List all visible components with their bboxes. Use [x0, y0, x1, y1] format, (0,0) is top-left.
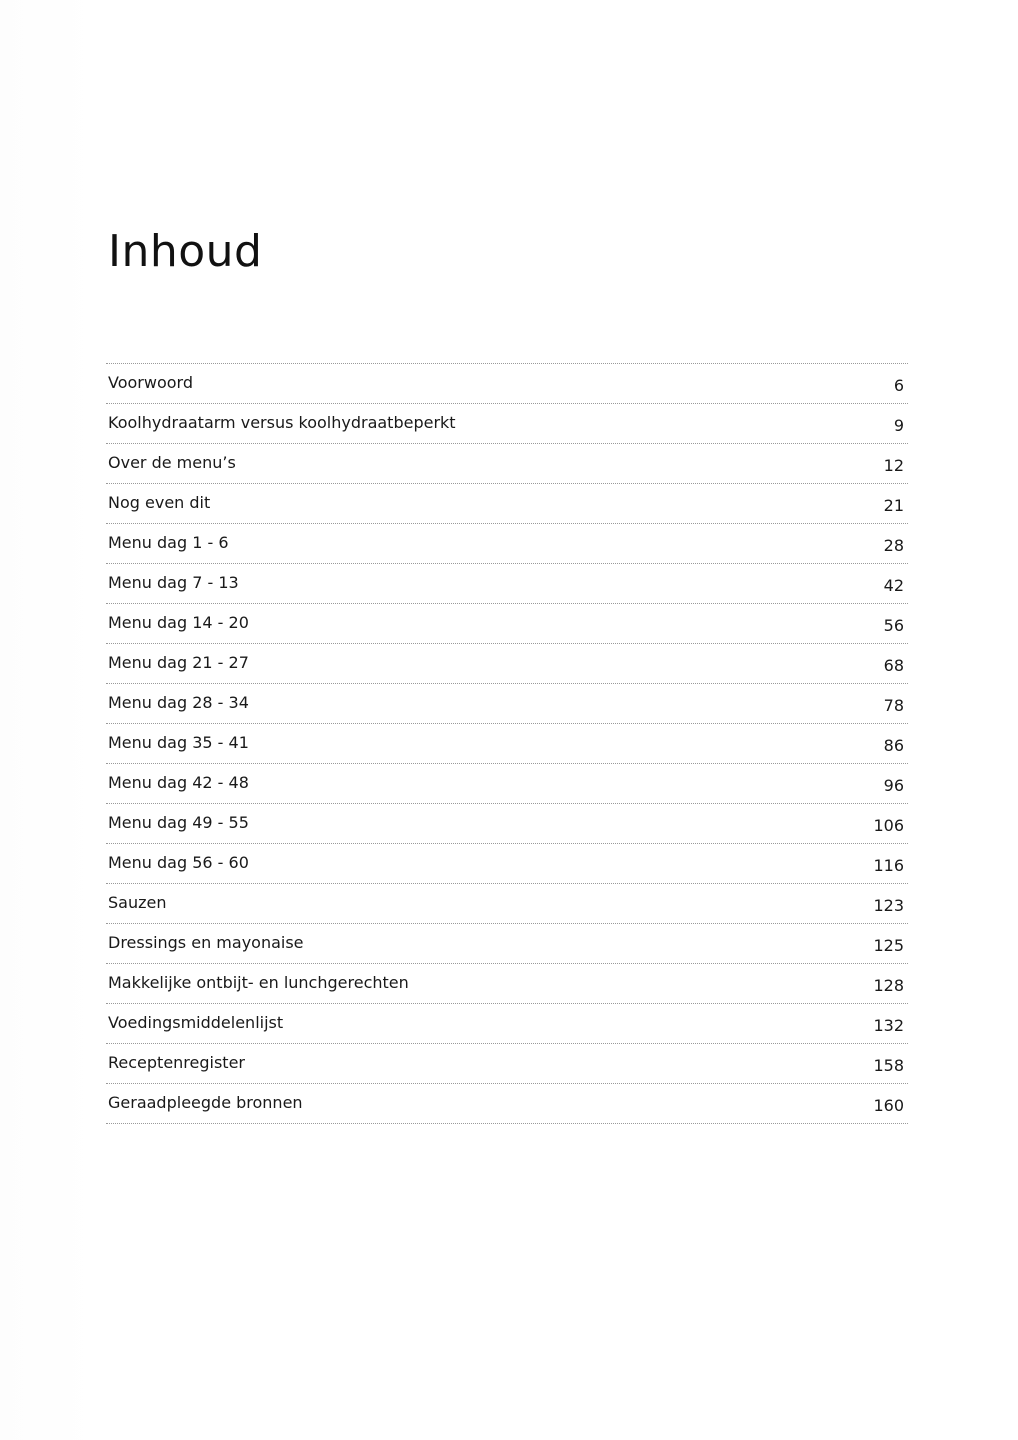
toc-entry-label: Nog even dit	[108, 493, 211, 512]
toc-entry-page: 56	[883, 616, 904, 635]
toc-entry-label: Menu dag 35 - 41	[108, 733, 249, 752]
page-edge-shadow	[0, 0, 96, 1440]
page-title: Inhoud	[108, 226, 263, 277]
toc-entry[interactable]	[106, 724, 908, 764]
toc-entry-page: 116	[873, 856, 904, 875]
toc-entry[interactable]	[106, 604, 908, 644]
toc-entry-page: 6	[893, 376, 904, 395]
toc-entry-page: 125	[873, 936, 904, 955]
toc-entry-page: 96	[883, 776, 904, 795]
toc-entry-page: 28	[883, 536, 904, 555]
toc-entry[interactable]	[106, 684, 908, 724]
toc-entry-label: Menu dag 1 - 6	[108, 533, 229, 552]
toc-entry-page: 86	[883, 736, 904, 755]
toc-entry-page: 106	[873, 816, 904, 835]
toc-entry[interactable]	[106, 924, 908, 964]
toc-entry-label: Menu dag 28 - 34	[108, 693, 249, 712]
toc-entry[interactable]	[106, 644, 908, 684]
toc-entry[interactable]	[106, 364, 908, 404]
toc-entry-label: Menu dag 14 - 20	[108, 613, 249, 632]
toc-entry[interactable]	[106, 844, 908, 884]
toc-entry-label: Dressings en mayonaise	[108, 933, 304, 952]
toc-entry[interactable]	[106, 1084, 908, 1124]
toc-entry-label: Makkelijke ontbijt- en lunchgerechten	[108, 973, 409, 992]
toc-entry-label: Sauzen	[108, 893, 167, 912]
toc-entry-page: 78	[883, 696, 904, 715]
toc-entry-label: Menu dag 56 - 60	[108, 853, 249, 872]
toc-entry[interactable]	[106, 804, 908, 844]
toc-entry-page: 123	[873, 896, 904, 915]
toc-entry-page: 21	[883, 496, 904, 515]
toc-entry-page: 68	[883, 656, 904, 675]
toc-entry[interactable]	[106, 884, 908, 924]
toc-entry[interactable]	[106, 404, 908, 444]
toc-entry-page: 128	[873, 976, 904, 995]
toc-entry-page: 9	[893, 416, 904, 435]
toc-entry-label: Menu dag 49 - 55	[108, 813, 249, 832]
toc-entry-page: 12	[883, 456, 904, 475]
toc-entry[interactable]	[106, 524, 908, 564]
toc-entry[interactable]	[106, 1044, 908, 1084]
toc-entry-label: Koolhydraatarm versus koolhydraatbeperkt	[108, 413, 456, 432]
toc-entry[interactable]	[106, 484, 908, 524]
toc-entry-page: 160	[873, 1096, 904, 1115]
toc-entry[interactable]	[106, 764, 908, 804]
toc-entry-label: Voorwoord	[108, 373, 193, 392]
toc-entry[interactable]	[106, 444, 908, 484]
toc-entry-label: Geraadpleegde bronnen	[108, 1093, 303, 1112]
toc-entry-label: Receptenregister	[108, 1053, 245, 1072]
toc-entry-label: Over de menu’s	[108, 453, 236, 472]
toc-entry-label: Voedingsmiddelenlijst	[108, 1013, 284, 1032]
toc-entry[interactable]	[106, 1004, 908, 1044]
toc-entry-page: 132	[873, 1016, 904, 1035]
toc-entry-label: Menu dag 42 - 48	[108, 773, 249, 792]
toc-entry[interactable]	[106, 964, 908, 1004]
toc-entry-page: 158	[873, 1056, 904, 1075]
toc-entry-label: Menu dag 7 - 13	[108, 573, 239, 592]
toc-entry-label: Menu dag 21 - 27	[108, 653, 249, 672]
toc-entry-page: 42	[883, 576, 904, 595]
table-of-contents	[106, 363, 908, 1124]
toc-entry[interactable]	[106, 564, 908, 604]
